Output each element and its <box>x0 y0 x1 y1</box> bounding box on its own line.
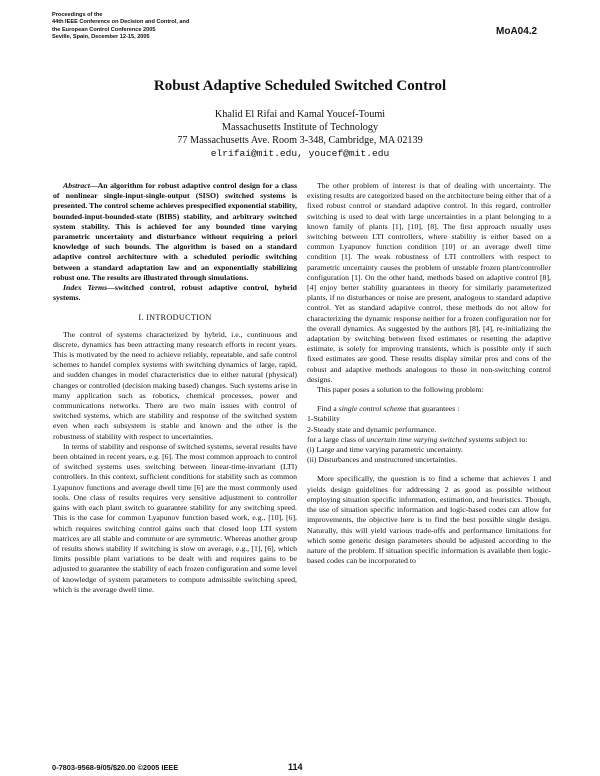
left-column <box>53 181 297 595</box>
address: 77 Massachusetts Ave. Room 3-348, Cambridge, MA 02139 <box>177 135 423 146</box>
index-terms-text: —switched control, robust adaptive control, hybrid systems. <box>53 283 297 303</box>
proceedings-line: the European Control Conference 2005 <box>52 26 156 33</box>
author-names: Khalid El Rifai and Kamal Youcef-Toumi <box>214 109 386 120</box>
requirement-item-2: 2-Steady state and dynamic performance. <box>307 424 437 434</box>
session-id: MoA04.2 <box>496 26 538 37</box>
index-terms-label: Index Terms <box>63 283 108 293</box>
intro-paragraph-1: The control of systems characterized by hybrid, i.e., continuous and discrete, dynamics has been attracting many research efforts in recent years. This is motivated by the need to achieve reliably, repeatable, and safe control schemes to handel complex systems with switching dynamics of large, rapid, and sudden changes in model characteristics due to either natural (physical) changes or controlled (decision making based) changes. Such systems arise in many application such as robotics, chemical processes, power and communications networks. There are two main issues with control of switched systems, which are stability and response of the switched system even when each subsystem is stable and known and the other is the robustness of stability with respect to uncertainties. <box>53 329 297 441</box>
find-line: Find a single control scheme that guarantees : <box>317 404 460 414</box>
condition-item-i: (i) Large and time varying parametric uncertainty. <box>307 445 463 455</box>
isbn-copyright: 0-7803-9568-9/05/$20.00 ©2005 IEEE <box>52 763 179 772</box>
abstract <box>53 181 297 283</box>
proceedings-line: 44th IEEE Conference on Decision and Control, and <box>52 19 190 26</box>
emphasis-uncertain-systems: uncertain time varying switched <box>366 434 467 444</box>
abstract-text: —An algorithm for robust adaptive control design for a class of nonlinear single-input-single-output (SISO) switched systems is presented. The control scheme achieves prespecified exponential stability, bounded-input-bounded-state (BIBS) stability, and arbitrary switched system stability. This is achieved for any bounded time varying parametric uncertainty and disturbance without requiring a priori knowledge of such bounds. The algorithm is based on a standard adaptive control architecture with a scheduled periodic switching between a standard adaptation law and an exponentially stabilizing robust one. The results are illustrated through simulations. <box>53 181 297 282</box>
page-number: 114 <box>288 762 303 772</box>
author-block <box>0 108 600 160</box>
section-heading-introduction: I. INTRODUCTION <box>138 313 212 323</box>
affiliation: Massachusetts Institute of Technology <box>221 122 379 133</box>
for-line: for a large class of uncertain time varying switched systems subject to: <box>307 434 528 444</box>
paper-title: Robust Adaptive Scheduled Switched Control <box>153 78 447 94</box>
proceedings-line: Seville, Spain, December 12-15, 2005 <box>52 34 150 41</box>
emphasis-single-control-scheme: single control scheme <box>338 404 407 414</box>
proceedings-line: Proceedings of the <box>52 12 103 18</box>
problem-statement-intro: This paper poses a solution to the following problem: <box>317 385 484 395</box>
author-emails: elrifai@mit.edu, youcef@mit.edu <box>210 148 390 159</box>
right-column <box>307 181 551 566</box>
index-terms <box>53 283 297 303</box>
specifics-paragraph: More specifically, the question is to find a scheme that achieves 1 and yields design guidelines for addressing 2 as good as possible without employing situation specific information, estimation, and heuristics. Though, the use of situation specific information and logic-based codes can allow for improvements, the objective here is to find the best possible single design. Naturally, this will yield various trade-offs and performance limitations for which some generic design parameters should be adjusted according to the nature of the problem. If situation specific information is available then logic-based codes can be incorporated to <box>307 474 551 566</box>
condition-item-ii: (ii) Disturbances and unstructured uncertainties. <box>307 455 458 465</box>
abstract-label: Abstract <box>63 181 90 190</box>
intro-paragraph-2: In terms of stability and response of switched systems, several results have been obtained in recent years, e.g. [6]. The most common approach to control of switched systems uses switching between linear-time-invariant (LTI) controllers. In this context, sufficient conditions for stability such as common Lyapunov functions and average dwell time [6] are the most commonly used tools. One class of results requires very sensitive adjustment to controller gains with each plant switch to guarantee stability for any switching speed. This is the case for common Lyapunov function based work, e.g., [10], [6], which requires switching control gains such that closed loop LTI system matrices are all stable and commute or are symmetric. Whereas another group of results shows stability if switching is slow on average, e.g., [1], [6], which limits possible plant variations to be dealt with and requires gains to be adjusted to guarantee the stability of each frozen configuration and some level of knowledge of system parameters to compute admissible switching speed, which is the average dwell time. <box>53 441 297 594</box>
proceedings-header <box>52 12 292 42</box>
uncertainty-paragraph: The other problem of interest is that of dealing with uncertainty. The existing results are categorized based on the architecture being either that of a fixed robust control or standard adaptive control. In this regard, controller switching is used to deal with large uncertainties in a plant belonging to a known family of plants [1], [10], [8]. The first approach usually uses switching between LTI controllers, where stability is either based on a common Lyapunov function condition [10] or an average dwell time condition [1]. The weak robustness of LTI controllers with respect to parametric uncertainty causes the problem of unstable frozen plant/controller configuration [1]. On the other hand, methods based on adaptive control [8], [4] enjoy better stability guarantees in theory for similarly parameterized plants, if no disturbances or noise are present, analogous to standard adaptive control. Yet as standard adaptive control, these methods do not allow for characterizing the dynamic response neither for a frozen configuration nor for the overall dynamics. As suggested by the authors [8], [4], re-initializing the adaptation by switching between fixed estimates or resetting the adaptive estimate, is solely for improving transients, which is possible only if such fixed estimates are good. These results display similar pros and cons of the robust and adaptive methods analogous to those in non-switching control designs. <box>307 181 551 384</box>
requirement-item-1: 1-Stability <box>307 414 340 424</box>
